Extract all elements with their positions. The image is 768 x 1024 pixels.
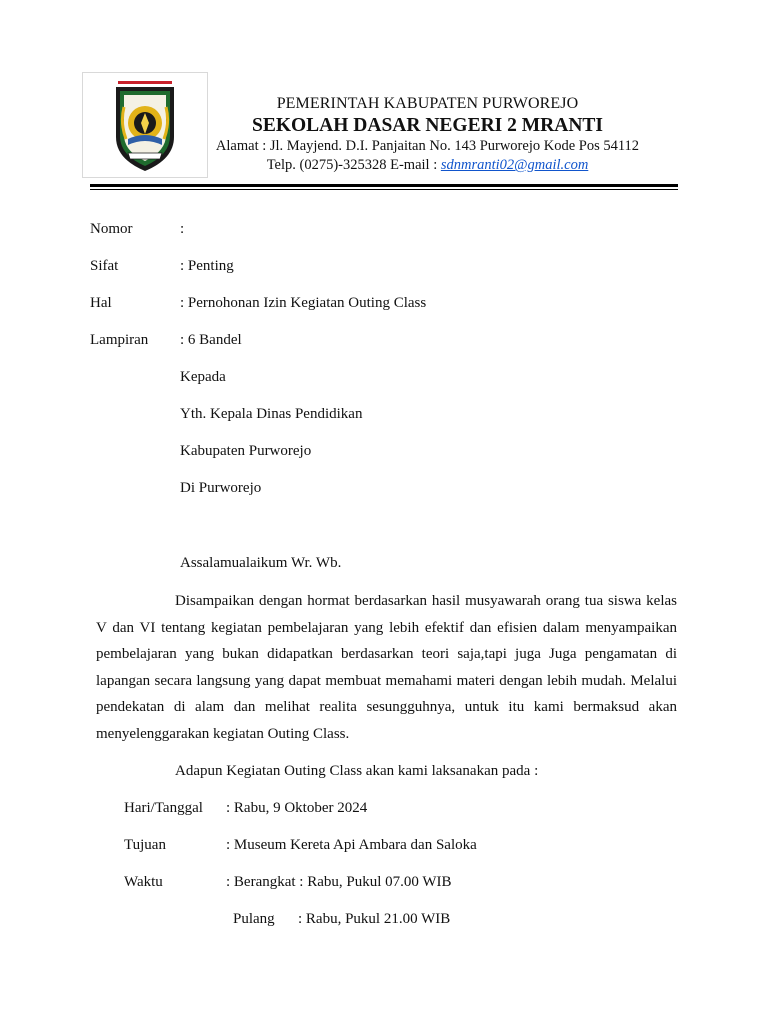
logo-frame bbox=[82, 72, 208, 178]
schedule-value: : Rabu, 9 Oktober 2024 bbox=[226, 800, 368, 816]
schedule-pulang-value: : Rabu, Pukul 21.00 WIB bbox=[298, 911, 451, 927]
recipient-title: Yth. Kepala Dinas Pendidikan bbox=[180, 406, 363, 422]
schedule-value: : Museum Kereta Api Ambara dan Saloka bbox=[226, 837, 477, 853]
recipient-kepada: Kepada bbox=[180, 369, 226, 385]
schedule-pulang-label: Pulang bbox=[233, 911, 275, 927]
government-name: PEMERINTAH KABUPATEN PURWOREJO bbox=[276, 95, 579, 112]
school-address: Alamat : Jl. Mayjend. D.I. Panjaitan No. 143 Purworejo Kode Pos 54112 bbox=[215, 138, 640, 154]
recipient-regency: Kabupaten Purworejo bbox=[180, 443, 312, 459]
greeting: Assalamualaikum Wr. Wb. bbox=[180, 555, 342, 571]
letterhead bbox=[200, 93, 655, 175]
body-paragraph: Disampaikan dengan hormat berdasarkan hasil musyawarah orang tua siswa kelas V dan VI tentang kegiatan pembelajaran yang lebih efektif dan efisien dalam menyampaikan pembelajaran yang bukan didapatkan berdasarkan teori saja,tapi juga Juga pengamatan di lapangan secara langsung yang dapat membuat memahami materi dengan lebih mudah. Melalui pendekatan di alam dan melihat realita sesungguhnya, untuk itu kami bermaksud akan menyelenggarakan kegiatan Outing Class. bbox=[96, 593, 677, 742]
email-link[interactable]: sdnmranti02@gmail.com bbox=[440, 157, 589, 173]
meta-value: : bbox=[180, 221, 185, 237]
schedule-label: Waktu bbox=[124, 874, 163, 890]
school-contact bbox=[200, 156, 655, 175]
header-rule-thin bbox=[90, 189, 678, 190]
contact-phone: Telp. (0275)-325328 E-mail : bbox=[266, 157, 441, 173]
meta-label: Lampiran bbox=[90, 332, 149, 348]
recipient-location: Di Purworejo bbox=[180, 480, 262, 496]
meta-value: : Pernohonan Izin Kegiatan Outing Class bbox=[180, 295, 427, 311]
purworejo-regency-emblem-icon bbox=[110, 79, 180, 173]
meta-value: : Penting bbox=[180, 258, 234, 274]
meta-label: Nomor bbox=[90, 221, 133, 237]
header-rule-thick bbox=[90, 184, 678, 187]
schedule-intro: Adapun Kegiatan Outing Class akan kami laksanakan pada : bbox=[175, 763, 539, 779]
schedule-value: : Berangkat : Rabu, Pukul 07.00 WIB bbox=[226, 874, 452, 890]
meta-label: Sifat bbox=[90, 258, 119, 274]
school-name: SEKOLAH DASAR NEGERI 2 MRANTI bbox=[251, 115, 604, 136]
meta-label: Hal bbox=[90, 295, 112, 311]
schedule-label: Hari/Tanggal bbox=[124, 800, 203, 816]
meta-value: : 6 Bandel bbox=[180, 332, 242, 348]
schedule-label: Tujuan bbox=[124, 837, 166, 853]
